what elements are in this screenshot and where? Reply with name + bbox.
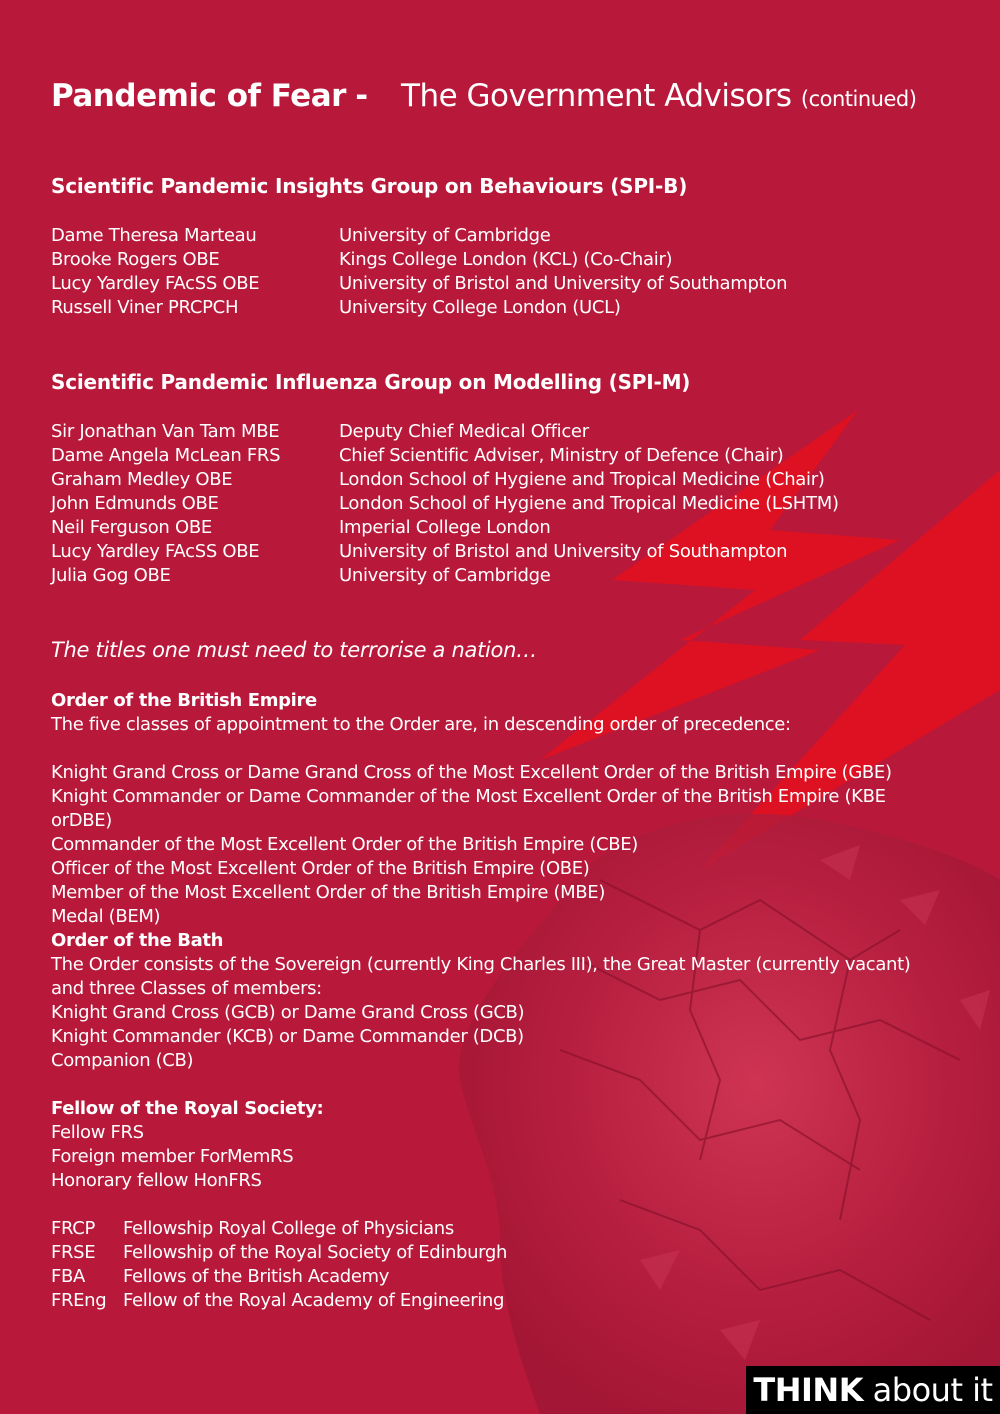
obe-item: Member of the Most Excellent Order of the British Empire (MBE) (51, 882, 605, 903)
bath-intro: The Order consists of the Sovereign (currently King Charles III), the Great Master (currently vacant) and three Classes of members: (51, 954, 911, 999)
fellowship-abbr: FRSE (51, 1242, 96, 1263)
fellowship-text: Fellows of the British Academy (123, 1266, 390, 1287)
member-name: Neil Ferguson OBE (51, 517, 212, 538)
title-suffix: (continued) (800, 87, 917, 111)
member-name: Russell Viner PRCPCH (51, 297, 239, 318)
brand-rest: about it (872, 1371, 993, 1409)
member-name: Dame Theresa Marteau (51, 225, 257, 246)
fellowships-section (51, 1217, 951, 1313)
title-dash: - (355, 78, 368, 114)
fellowship-abbr: FRCP (51, 1218, 95, 1239)
fellowship-abbr: FREng (51, 1290, 107, 1311)
spim-members (51, 420, 839, 588)
bath-item: Knight Grand Cross (GCB) or Dame Grand Cross (GCB) (51, 1002, 525, 1023)
member-org: University of Cambridge (339, 565, 551, 586)
fellowship-text: Fellowship Royal College of Physicians (123, 1218, 454, 1239)
brand-logo (746, 1366, 1000, 1414)
fellowship-row (51, 1241, 951, 1265)
member-row (51, 564, 839, 588)
member-org: London School of Hygiene and Tropical Medicine (Chair) (339, 469, 825, 490)
obe-item: Officer of the Most Excellent Order of the British Empire (OBE) (51, 858, 590, 879)
member-row (51, 516, 839, 540)
member-org: Imperial College London (339, 517, 551, 538)
fellowship-abbr: FBA (51, 1266, 85, 1287)
member-org: Kings College London (KCL) (Co-Chair) (339, 249, 673, 270)
member-row (51, 420, 839, 444)
obe-item: Medal (BEM) (51, 906, 161, 927)
title-main: The Government Advisors (401, 78, 792, 114)
member-row (51, 468, 839, 492)
royal-society-item: Fellow FRS (51, 1122, 144, 1143)
spim-heading: Scientific Pandemic Influenza Group on Modelling (SPI-M) (51, 370, 691, 394)
fellowship-text: Fellowship of the Royal Society of Edinburgh (123, 1242, 508, 1263)
member-row (51, 444, 839, 468)
obe-intro: The five classes of appointment to the Order are, in descending order of precedence: (51, 714, 791, 735)
member-name: Brooke Rogers OBE (51, 249, 220, 270)
member-org: Deputy Chief Medical Officer (339, 421, 589, 442)
member-org: University College London (UCL) (339, 297, 621, 318)
member-row (51, 492, 839, 516)
member-row (51, 272, 787, 296)
member-org: Chief Scientific Adviser, Ministry of Defence (Chair) (339, 445, 784, 466)
title-bold: Pandemic of Fear (51, 78, 346, 114)
royal-society-item: Honorary fellow HonFRS (51, 1170, 262, 1191)
member-org: London School of Hygiene and Tropical Medicine (LSHTM) (339, 493, 839, 514)
member-row (51, 296, 787, 320)
member-org: University of Bristol and University of Southampton (339, 541, 788, 562)
royal-society-heading: Fellow of the Royal Society: (51, 1098, 324, 1119)
member-row (51, 540, 839, 564)
brand-bold: THINK (753, 1371, 863, 1409)
royal-society-section (51, 1097, 951, 1193)
bath-heading: Order of the Bath (51, 930, 224, 951)
obe-heading: Order of the British Empire (51, 690, 317, 711)
member-name: John Edmunds OBE (51, 493, 219, 514)
fellowship-row (51, 1265, 951, 1289)
member-name: Graham Medley OBE (51, 469, 233, 490)
tagline: The titles one must need to terrorise a nation… (51, 638, 537, 662)
obe-item: Knight Grand Cross or Dame Grand Cross of the Most Excellent Order of the British Empire (GBE) (51, 762, 892, 783)
obe-item: Commander of the Most Excellent Order of the British Empire (CBE) (51, 834, 638, 855)
fellowship-row (51, 1217, 951, 1241)
member-name: Lucy Yardley FAcSS OBE (51, 273, 260, 294)
member-name: Lucy Yardley FAcSS OBE (51, 541, 260, 562)
member-name: Julia Gog OBE (51, 565, 171, 586)
member-row (51, 248, 787, 272)
royal-society-item: Foreign member ForMemRS (51, 1146, 294, 1167)
obe-item: Knight Commander or Dame Commander of the Most Excellent Order of the British Empire (KBE orDBE) (51, 786, 886, 831)
member-row (51, 224, 787, 248)
bath-section (51, 929, 941, 1073)
member-org: University of Bristol and University of Southampton (339, 273, 788, 294)
member-org: University of Cambridge (339, 225, 551, 246)
page-title (51, 78, 916, 114)
bath-item: Knight Commander (KCB) or Dame Commander (DCB) (51, 1026, 524, 1047)
fellowship-row (51, 1289, 951, 1313)
spib-heading: Scientific Pandemic Insights Group on Behaviours (SPI-B) (51, 174, 688, 198)
bath-item: Companion (CB) (51, 1050, 194, 1071)
member-name: Dame Angela McLean FRS (51, 445, 281, 466)
obe-section (51, 689, 951, 929)
member-name: Sir Jonathan Van Tam MBE (51, 421, 280, 442)
fellowship-text: Fellow of the Royal Academy of Engineering (123, 1290, 505, 1311)
spib-members (51, 224, 787, 320)
